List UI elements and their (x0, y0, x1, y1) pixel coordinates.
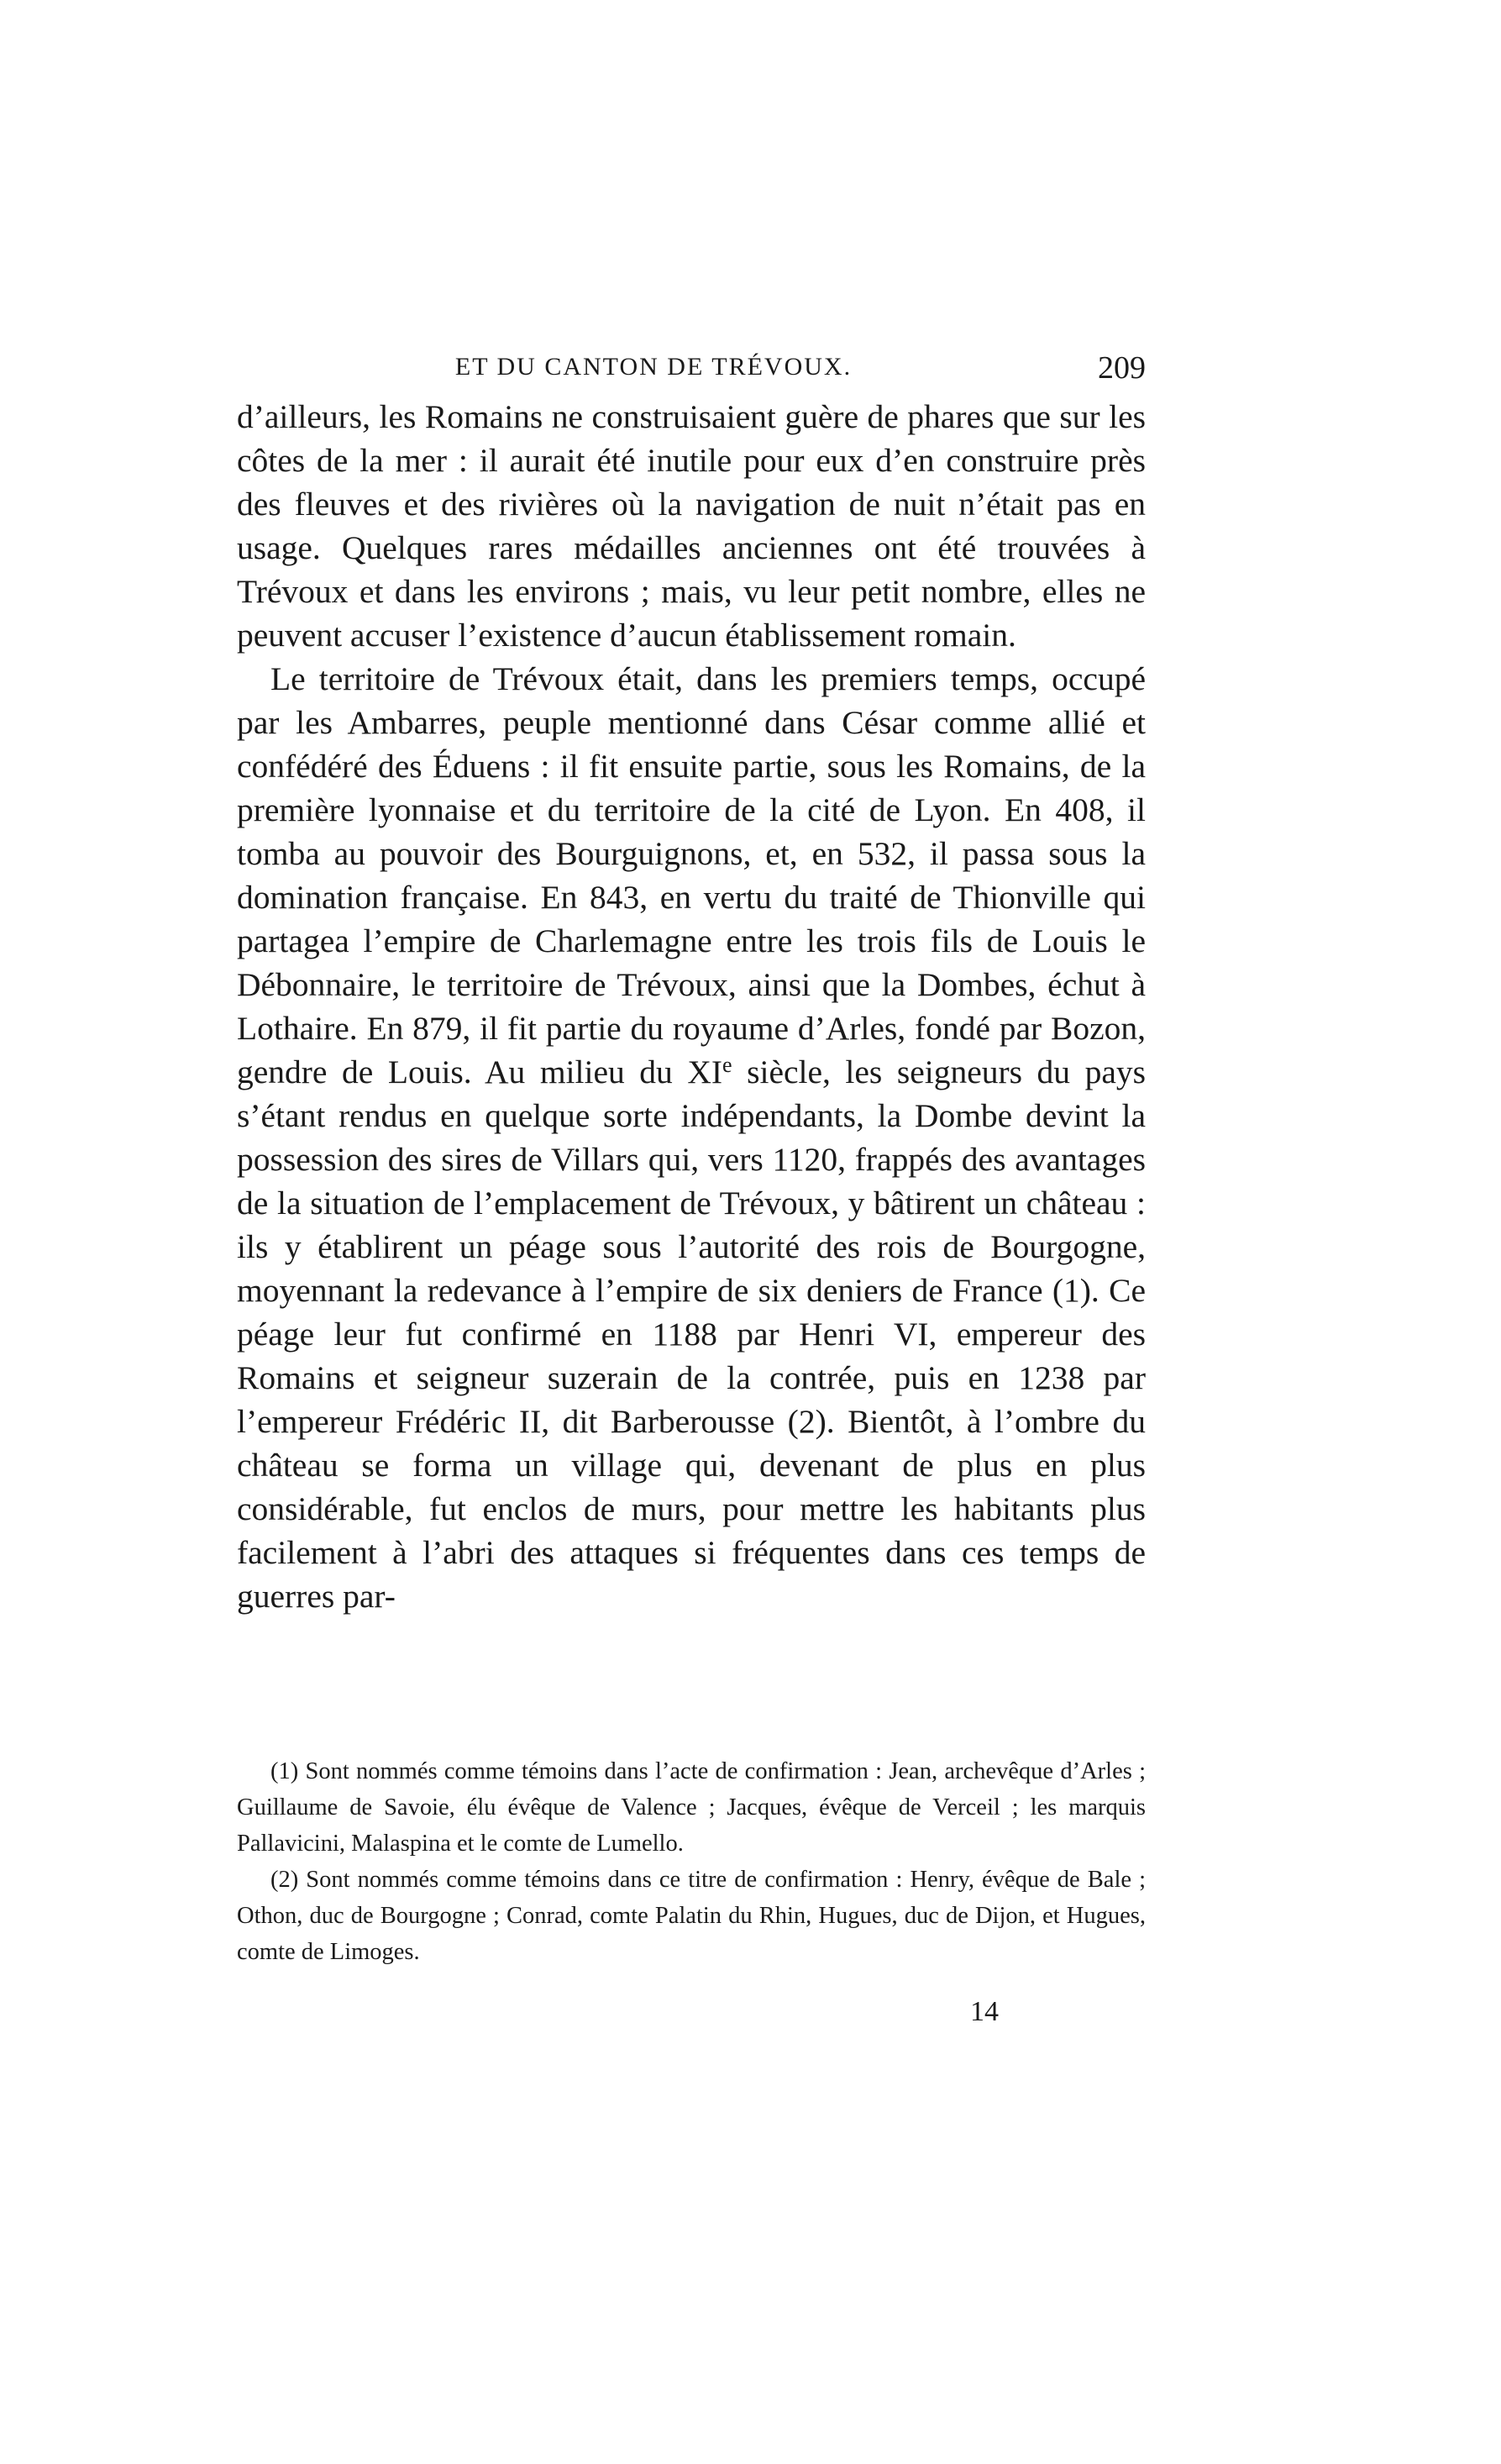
running-title: ET DU CANTON DE TRÉVOUX. (454, 353, 853, 381)
footnotes (237, 1753, 1146, 1970)
paragraph-1: d’ailleurs, les Romains ne construisaient guère de phares que sur les côtes de la mer : il aurait été inutile pour eux d’en construire près des fleuves et des rivières où la navigation de nuit n’était pas en usage. Quelques rares médailles anciennes ont été trouvées à Trévoux et dans les environs ; mais, vu leur petit nombre, elles ne peuvent accuser l’existence d’aucun établissement romain. (237, 398, 1146, 654)
paragraph-2 (237, 657, 1146, 1618)
footnote-2: (2) Sont nommés comme témoins dans ce titre de confirmation : Henry, évêque de Bale ; Othon, duc de Bourgogne ; Conrad, comte Palatin du Rhin, Hugues, duc de Dijon, et Hugues, comte de Limoges. (237, 1867, 1146, 1965)
main-text (237, 395, 1146, 1618)
footnote-1: (1) Sont nommés comme témoins dans l’acte de confirmation : Jean, archevêque d’Arles ; Guillaume de Savoie, élu évêque de Valence ; Jacques, évêque de Verceil ; les marquis Pallavicini, Malaspina et le comte de Lumello. (237, 1758, 1146, 1857)
paragraph-2-text-a: Le territoire de Trévoux était, dans les premiers temps, occupé par les Ambarres, peuple mentionné dans César comme allié et confédéré des Éduens : il fit ensuite partie, sous les Romains, de la première lyonnaise et du territoire de la cité de Lyon. En 408, il tomba au pouvoir des Bourguignons, et, en 532, il passa sous la domination française. En 843, en vertu du traité de Thionville qui partagea l’empire de Charlemagne entre les trois fils de Louis le Débonnaire, le territoire de Trévoux, ainsi que la Dombes, échut à Lothaire. En 879, il fit partie du royaume d’Arles, fondé par Bozon, gendre de Louis. Au milieu du XI (237, 660, 1146, 1090)
century-superscript: e (722, 1053, 732, 1077)
page-header (237, 350, 1146, 395)
page-number: 209 (1098, 350, 1146, 386)
paragraph-2-text-b: siècle, les seigneurs du pays s’étant rendus en quelque sorte indépendants, la Dombe devint la possession des sires de Villars qui, vers 1120, frappés des avantages de la situation de l’emplacement de Trévoux, y bâtirent un château : ils y établirent un péage sous l’autorité des rois de Bourgogne, moyennant la redevance à l’empire de six deniers de France (1). Ce péage leur fut confirmé en 1188 par Henri VI, empereur des Romains et seigneur suzerain de la contrée, puis en 1238 par l’empereur Frédéric II, dit Barberousse (2). Bientôt, à l’ombre du château se forma un village qui, devenant de plus en plus considérable, fut enclos de murs, pour mettre les habitants plus facilement à l’abri des attaques si fréquentes dans ces temps de guerres par- (237, 1053, 1146, 1615)
signature-mark: 14 (970, 1996, 999, 2027)
